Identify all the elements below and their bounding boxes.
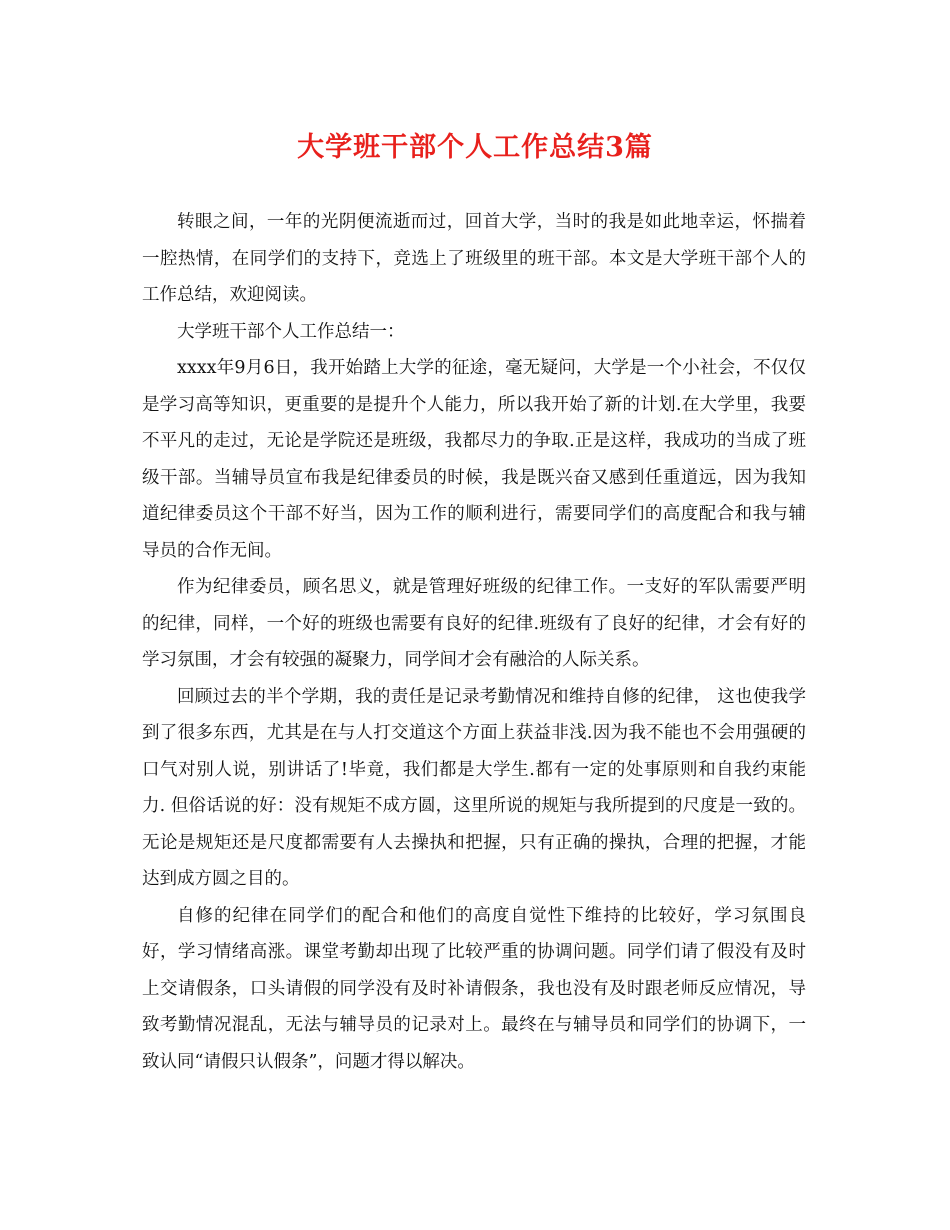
paragraph-intro: 转眼之间，一年的光阴便流逝而过，回首大学，当时的我是如此地幸运，怀揣着一腔热情，在同学们的支持下，竞选上了班级里的班干部。本文是大学班干部个人的工作总结，欢迎阅读。 (142, 212, 806, 305)
document-body (142, 204, 806, 1080)
paragraph-section-heading: 大学班干部个人工作总结一： (177, 321, 405, 342)
paragraph-body-3: 回顾过去的半个学期，我的责任是记录考勤情况和维持自修的纪律， 这也使我学到了很多东西，尤其是在与人打交道这个方面上获益非浅.因为我不能也不会用强硬的口气对别人说，别讲话了!毕竟，我们都是大学生.都有一定的处事原则和自我约束能力. 但俗话说的好：没有规矩不成方圆，这里所说的规矩与我所提到的尺度是一致的。无论是规矩还是尺度都需要有人去操执和把握，只有正确的操执，合理的把握，才能达到成方圆之目的。 (142, 686, 806, 889)
paragraph-body-2: 作为纪律委员，顾名思义，就是管理好班级的纪律工作。一支好的军队需要严明的纪律，同样，一个好的班级也需要有良好的纪律.班级有了良好的纪律，才会有好的学习氛围，才会有较强的凝聚力，同学间才会有融洽的人际关系。 (142, 577, 806, 670)
paragraph-body-1: xxxx年9月6日，我开始踏上大学的征途，毫无疑问，大学是一个小社会，不仅仅是学习高等知识，更重要的是提升个人能力，所以我开始了新的计划.在大学里，我要不平凡的走过，无论是学院还是班级，我都尽力的争取.正是这样，我成功的当成了班级干部。当辅导员宣布我是纪律委员的时候，我是既兴奋又感到任重道远，因为我知道纪律委员这个干部不好当，因为工作的顺利进行，需要同学们的高度配合和我与辅导员的合作无间。 (142, 358, 806, 561)
paragraph-body-4: 自修的纪律在同学们的配合和他们的高度自觉性下维持的比较好，学习氛围良好，学习情绪高涨。课堂考勤却出现了比较严重的协调问题。同学们请了假没有及时上交请假条，口头请假的同学没有及时补请假条，我也没有及时跟老师反应情况，导致考勤情况混乱，无法与辅导员的记录对上。最终在与辅导员和同学们的协调下，一致认同“请假只认假条”，问题才得以解决。 (142, 905, 806, 1072)
document-title: 大学班干部个人工作总结3篇 (297, 132, 653, 163)
